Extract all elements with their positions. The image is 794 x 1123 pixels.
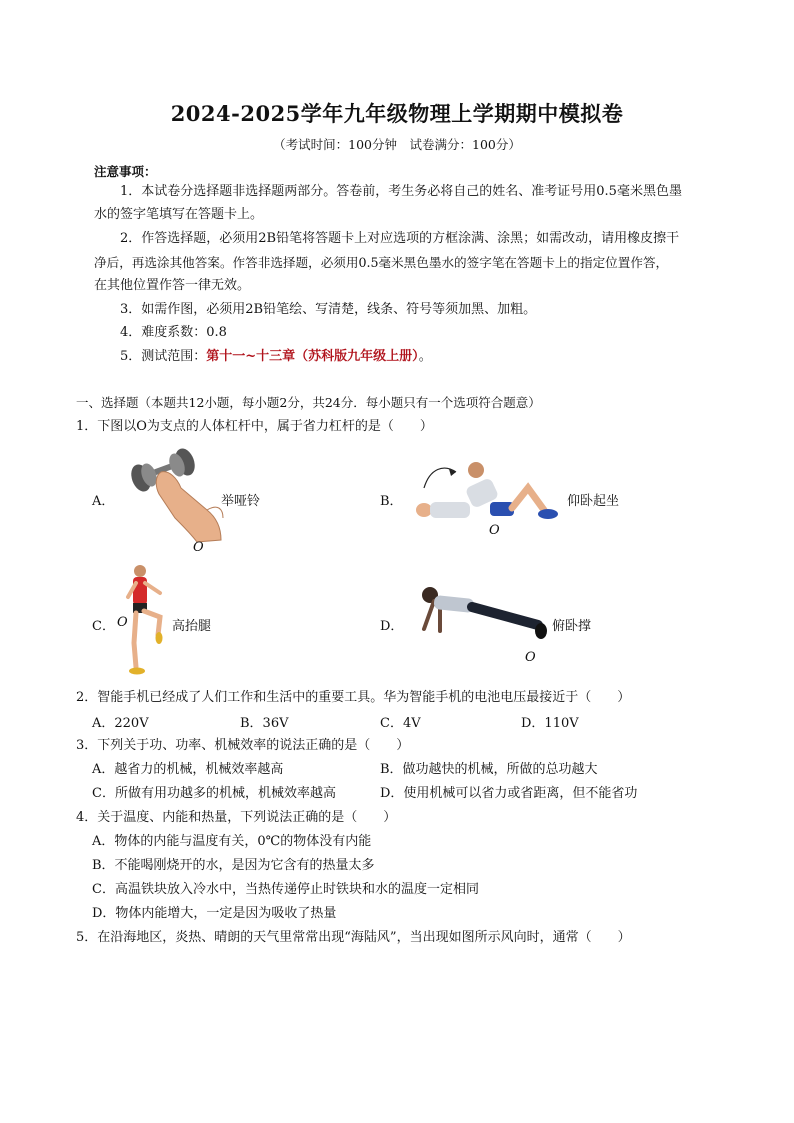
question-5-stem: 5．在沿海地区，炎热、晴朗的天气里常常出现“海陆风”，当出现如图所示风向时，通常（ ） bbox=[76, 930, 631, 945]
note-4: 4．难度系数：0.8 bbox=[120, 325, 227, 340]
q3-option-d: D．使用机械可以省力或省距离，但不能省功 bbox=[380, 786, 638, 801]
test-scope: 第十一~十三章（苏科版九年级上册） bbox=[206, 349, 419, 364]
q2-option-d: D．110V bbox=[521, 716, 579, 731]
arm-icon bbox=[156, 472, 223, 542]
question-2-stem: 2．智能手机已经成了人们工作和生活中的重要工具。华为智能手机的电池电压最接近于（ ） bbox=[76, 690, 631, 705]
q1-option-b-letter: B． bbox=[380, 494, 403, 509]
note-1-cont: 水的签字笔填写在答题卡上。 bbox=[94, 207, 264, 222]
page-title: 2024-2025学年九年级物理上学期期中模拟卷 bbox=[170, 101, 624, 126]
dumbbell-lift-figure bbox=[125, 448, 225, 548]
q2-option-c: C．4V bbox=[380, 716, 421, 731]
motion-arrow-icon bbox=[424, 468, 456, 488]
q4-option-a: A．物体的内能与温度有关，0℃的物体没有内能 bbox=[92, 834, 372, 849]
q2-option-a: A．220V bbox=[92, 716, 149, 731]
q1-option-b-caption: 仰卧起坐 bbox=[567, 494, 620, 509]
note-2-cont: 净后，再选涂其他答案。作答非选择题，必须用0.5毫米黑色墨水的签字笔在答题卡上的指定位置作答， bbox=[94, 255, 669, 270]
q4-option-c: C．高温铁块放入冷水中，当热传递停止时铁块和水的温度一定相同 bbox=[92, 882, 479, 897]
q1-option-c-letter: C． bbox=[92, 619, 115, 634]
question-4-stem: 4．关于温度、内能和热量，下列说法正确的是（ ） bbox=[76, 810, 397, 825]
pivot-o-b: O bbox=[489, 523, 500, 538]
note-5-suffix: 。 bbox=[418, 349, 432, 364]
q3-option-b: B．做功越快的机械，所做的总功越大 bbox=[380, 762, 598, 777]
runner-icon bbox=[128, 565, 163, 675]
sit-up-figure bbox=[402, 458, 562, 528]
pivot-o-a: O bbox=[193, 540, 204, 555]
push-up-person-icon bbox=[422, 587, 547, 639]
note-5-prefix: 5．测试范围： bbox=[120, 349, 207, 364]
pivot-o-d: O bbox=[525, 650, 536, 665]
q1-option-a-letter: A． bbox=[92, 494, 115, 509]
note-1: 1．本试卷分选择题非选择题两部分。答卷前，考生务必将自己的姓名、准考证号用0.5毫米黑色墨 bbox=[120, 184, 682, 199]
q3-option-c: C．所做有用功越多的机械，机械效率越高 bbox=[92, 786, 336, 801]
lying-person-icon bbox=[416, 462, 558, 519]
q1-option-a-caption: 举哑铃 bbox=[221, 494, 261, 509]
question-1-stem: 1．下图以O为支点的人体杠杆中，属于省力杠杆的是（ ） bbox=[76, 419, 433, 434]
notes-heading: 注意事项： bbox=[94, 164, 157, 179]
note-2: 2．作答选择题，必须用2B铅笔将答题卡上对应选项的方框涂满、涂黑；如需改动，请用橡皮擦干 bbox=[120, 231, 680, 246]
note-3: 3．如需作图，必须用2B铅笔绘、写清楚，线条、符号等须加黑、加粗。 bbox=[120, 302, 537, 317]
q4-option-b: B．不能喝刚烧开的水，是因为它含有的热量太多 bbox=[92, 858, 375, 873]
push-up-figure bbox=[410, 585, 550, 650]
q1-option-d-letter: D． bbox=[380, 619, 404, 634]
high-knee-figure bbox=[124, 563, 170, 678]
pivot-o-c: O bbox=[117, 615, 128, 630]
q1-option-d-caption: 俯卧撑 bbox=[552, 619, 592, 634]
section-heading: 一、选择题（本题共12小题，每小题2分，共24分．每小题只有一个选项符合题意） bbox=[76, 395, 541, 410]
question-3-stem: 3．下列关于功、功率、机械效率的说法正确的是（ ） bbox=[76, 738, 410, 753]
q1-option-c-caption: 高抬腿 bbox=[172, 619, 212, 634]
note-2-cont2: 在其他位置作答一律无效。 bbox=[94, 278, 251, 293]
q4-option-d: D．物体内能增大，一定是因为吸收了热量 bbox=[92, 906, 337, 921]
q3-option-a: A．越省力的机械，机械效率越高 bbox=[92, 762, 284, 777]
note-5 bbox=[120, 345, 432, 368]
exam-info: （考试时间：100分钟 试卷满分：100分） bbox=[273, 137, 521, 152]
q2-option-b: B．36V bbox=[240, 716, 289, 731]
